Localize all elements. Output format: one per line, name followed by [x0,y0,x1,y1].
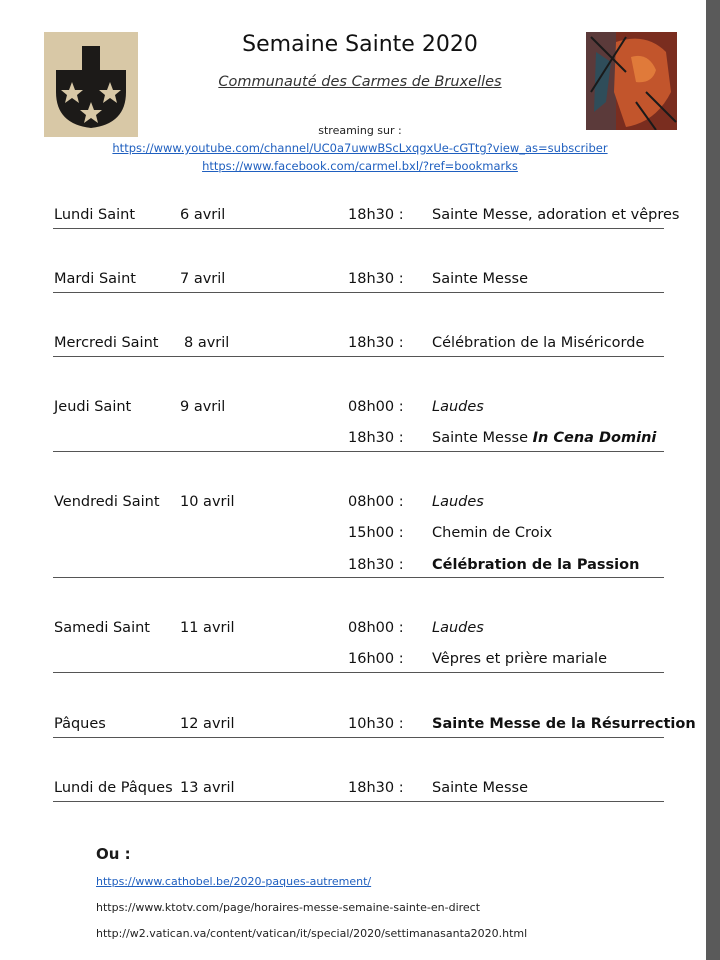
event-label: Sainte Messe, adoration et vêpres [432,207,680,223]
day-date: 9 avril [180,399,226,415]
event-label: Vêpres et prière mariale [432,651,607,667]
event-label: Sainte Messe [432,780,528,796]
day-name: Lundi de Pâques [54,780,173,796]
page-title: Semaine Sainte 2020 [242,32,478,57]
day-name: Lundi Saint [54,207,136,223]
event-time: 16h00 : [348,651,404,667]
event-time: 18h30 : [348,335,404,351]
event-time: 08h00 : [348,399,404,415]
day-date: 12 avril [180,716,235,732]
event-label: Chemin de Croix [432,525,553,541]
alternatives-label: Ou : [96,845,131,863]
day-date: 7 avril [180,271,226,287]
vatican-link[interactable]: http://w2.vatican.va/content/vatican/it/special/2020/settimanasanta2020.html [96,927,528,940]
day-name: Mardi Saint [54,271,136,287]
row-divider [53,356,664,357]
event-time: 15h00 : [348,525,404,541]
event-label: Sainte Messe de la Résurrection [432,716,696,732]
event-time: 08h00 : [348,620,404,636]
day-date: 6 avril [180,207,226,223]
row-divider [53,451,664,452]
event-time: 18h30 : [348,780,404,796]
day-name: Jeudi Saint [54,399,132,415]
row-divider [53,577,664,578]
event-label [432,430,656,446]
event-label-extra: In Cena Domini [532,430,657,446]
event-time: 18h30 : [348,271,404,287]
day-name: Samedi Saint [54,620,150,636]
event-label: Laudes [432,620,484,636]
cathobel-link[interactable]: https://www.cathobel.be/2020-paques-autrement/ [96,875,372,888]
event-label: Laudes [432,494,484,510]
day-date: 11 avril [180,620,235,636]
event-time: 18h30 : [348,207,404,223]
day-date: 8 avril [184,335,230,351]
row-divider [53,228,664,229]
youtube-link[interactable]: https://www.youtube.com/channel/UC0a7uwwBScLxqgxUe-cGTtg?view_as=subscriber [112,141,608,155]
row-divider [53,672,664,673]
event-time: 18h30 : [348,430,404,446]
event-label: Célébration de la Miséricorde [432,335,645,351]
event-time: 10h30 : [348,716,404,732]
facebook-link[interactable]: https://www.facebook.com/carmel.bxl/?ref=bookmarks [202,159,518,173]
event-label: Célébration de la Passion [432,557,640,573]
day-name: Pâques [54,716,106,732]
event-label: Laudes [432,399,484,415]
event-time: 18h30 : [348,557,404,573]
row-divider [53,737,664,738]
row-divider [53,292,664,293]
day-date: 10 avril [180,494,235,510]
event-label-main: Sainte Messe [432,430,528,446]
day-name: Mercredi Saint [54,335,159,351]
ktotv-link[interactable]: https://www.ktotv.com/page/horaires-messe-semaine-sainte-en-direct [96,901,481,914]
event-time: 08h00 : [348,494,404,510]
page-subtitle: Communauté des Carmes de Bruxelles [218,74,502,90]
day-name: Vendredi Saint [54,494,160,510]
row-divider [53,801,664,802]
event-label: Sainte Messe [432,271,528,287]
streaming-label: streaming sur : [318,124,402,137]
day-date: 13 avril [180,780,235,796]
